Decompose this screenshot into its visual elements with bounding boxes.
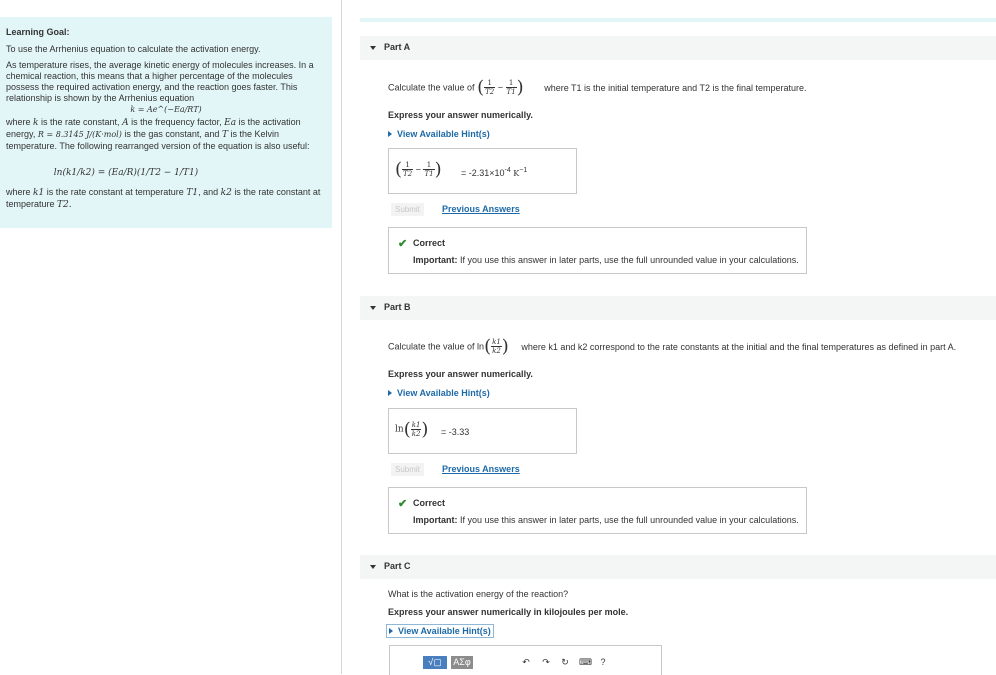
expand-triangle-icon — [388, 390, 392, 396]
part-c-question: What is the activation energy of the reaction? — [388, 589, 569, 599]
redo-icon[interactable]: ↷ — [542, 657, 550, 667]
part-b-feedback-text: Important: If you use this answer in later parts, use the full unrounded value in your calculations. — [413, 515, 799, 525]
part-c-header[interactable] — [360, 555, 996, 579]
collapse-caret-icon — [370, 565, 376, 569]
part-a-instruction: Express your answer numerically. — [388, 110, 533, 120]
part-a-answer-lhs: ( $\frac{1}{T2}$ − $\frac{1}{T1}$ ) — [395, 159, 442, 180]
part-c-hint-link[interactable]: View Available Hint(s) — [386, 624, 494, 638]
part-b-question: Calculate the value of ln( $\frac{k1}{k2}$ ) where k1 and k2 correspond to the rate constants at the initial and the final temperatures as defined in part A. — [388, 336, 957, 357]
part-c-math-toolbar — [389, 645, 662, 675]
checkmark-icon: ✔ — [398, 238, 408, 250]
collapse-caret-icon — [370, 46, 376, 50]
part-a-submit-button[interactable]: Submit — [391, 203, 424, 216]
part-c-instruction: Express your answer numerically in kilojoules per mole. — [388, 607, 629, 617]
part-a-title: Part A — [384, 42, 411, 52]
collapse-caret-icon — [370, 306, 376, 310]
learning-goal-title: Learning Goal: — [6, 27, 70, 37]
keyboard-icon[interactable]: ⌨ — [579, 657, 592, 667]
panel-divider — [341, 0, 342, 674]
part-b-instruction: Express your answer numerically. — [388, 369, 533, 379]
top-accent-strip — [360, 18, 996, 22]
part-b-answer-box[interactable] — [388, 408, 577, 454]
expand-triangle-icon — [388, 131, 392, 137]
templates-button[interactable]: √▢ — [423, 656, 447, 669]
part-a-feedback — [388, 227, 807, 274]
arrhenius-equation — [6, 104, 326, 115]
symbols-button[interactable]: ΑΣφ — [451, 656, 473, 669]
learning-goal-intro: To use the Arrhenius equation to calculate the activation energy. — [6, 44, 261, 54]
part-b-header[interactable] — [360, 296, 996, 320]
learning-goal-paragraph: As temperature rises, the average kinetic energy of molecules increases. In a chemical reaction, this means that a higher percentage of the molecules possess the required activation energy, and the reaction goes faster. This relationship is shown by the Arrhenius equation — [6, 60, 314, 103]
part-a-answer-box[interactable] — [388, 148, 577, 194]
learning-goal-definitions: where k is the rate constant, A is the frequency factor, Ea is the activation energy, R = 8.3145 J/(K·mol) is the gas constant, and T is the Kelvin temperature. The following rearranged version of the equation is also useful: — [6, 117, 310, 151]
rearranged-equation — [0, 157, 326, 187]
part-a-feedback-status: Correct — [413, 238, 446, 248]
reset-icon[interactable]: ↻ — [561, 657, 569, 667]
part-b-title: Part B — [384, 302, 411, 312]
part-b-feedback — [388, 487, 807, 534]
checkmark-icon: ✔ — [398, 498, 408, 510]
expand-triangle-icon — [389, 628, 393, 634]
part-b-feedback-status: Correct — [413, 498, 446, 508]
part-b-previous-answers-link[interactable]: Previous Answers — [442, 464, 520, 474]
part-a-previous-answers-link[interactable]: Previous Answers — [442, 204, 520, 214]
learning-goal-panel — [0, 17, 332, 228]
part-a-answer-value: = $-2.31\times 10^{-4}$ $K^{-1}$ — [461, 167, 528, 178]
part-a-feedback-text: Important: If you use this answer in later parts, use the full unrounded value in your calculations. — [413, 255, 799, 265]
part-b-submit-button[interactable]: Submit — [391, 463, 424, 476]
part-b-answer-lhs: ln( $\frac{k1}{k2}$ ) — [395, 419, 429, 440]
undo-icon[interactable]: ↶ — [522, 657, 530, 667]
learning-goal-footnote: where k1 is the rate constant at temperature T1, and k2 is the rate constant at temperature T2. — [6, 187, 321, 210]
part-a-hint-link[interactable]: View Available Hint(s) — [388, 129, 490, 139]
help-button[interactable]: ? — [600, 657, 606, 667]
part-a-header[interactable] — [360, 36, 996, 60]
part-a-question: Calculate the value of ( $\frac{1}{T2}$ − $\frac{1}{T1}$ ) where T1 is the initial temperature and T2 is the final temperature. — [388, 77, 807, 98]
arrhenius-equation-text: k = Ae^(−Ea/RT) — [130, 105, 202, 114]
rearranged-equation-text: ln(k1/k2) = (Ea/R)(1/T2 − 1/T1) — [53, 168, 199, 178]
part-b-hint-link[interactable]: View Available Hint(s) — [388, 388, 490, 398]
part-b-answer-value: = -3.33 — [441, 427, 470, 437]
part-c-title: Part C — [384, 561, 411, 571]
